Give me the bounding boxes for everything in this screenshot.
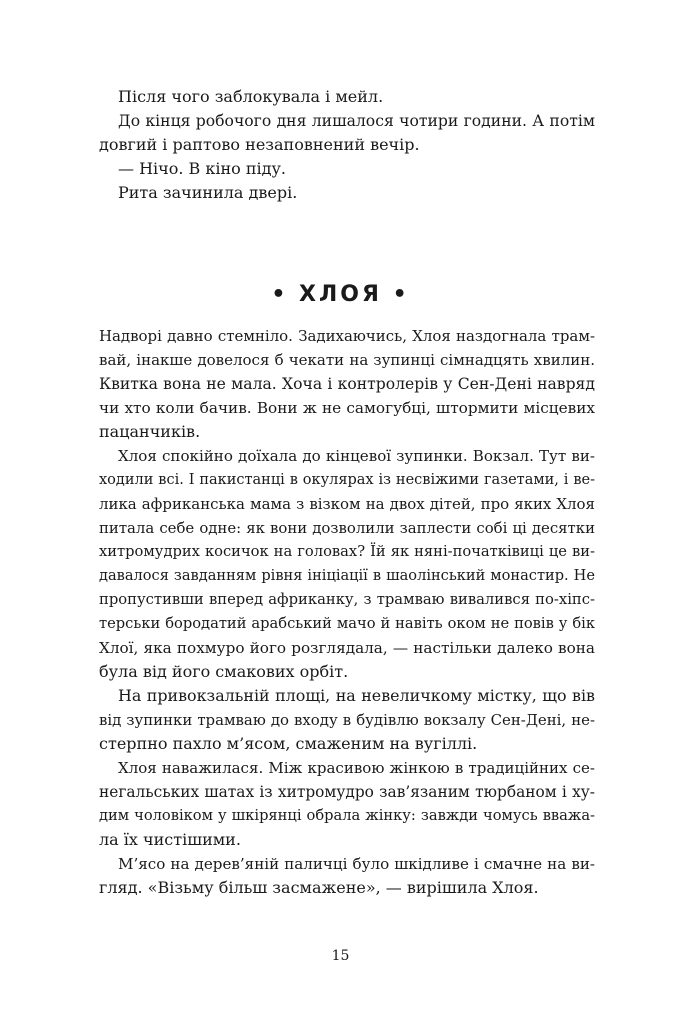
text-line: На привокзальній площі, на невеличкому містку, що вів (118, 686, 595, 705)
text-line: — Нічо. В кіно піду. (118, 159, 287, 178)
text-line: ла їх чистішими. (99, 830, 241, 849)
text-line: чи хто коли бачив. Вони ж не самогубці, штормити місцевих (99, 399, 595, 417)
text-line: хитромудрих косичок на головах? Їй як няні-початківиці це ви- (99, 543, 595, 560)
previous-chapter-ending (99, 85, 595, 205)
text-line: стерпно пахло м’ясом, смаженим на вугіллі. (99, 734, 478, 753)
text-line: від зупинки трамваю до входу в будівлю вокзалу Сен-Дені, не- (99, 711, 595, 729)
text-line: Хлоя наважилася. Між красивою жінкою в традиційних се- (118, 759, 595, 777)
text-line: Хлої, яка похмуро його розглядала, — настільки далеко вона (99, 639, 595, 657)
text-line: дим чоловіком у шкірянці обрала жінку: завжди чомусь вважа- (99, 807, 595, 824)
text-line: Надворі давно стемніло. Задихаючись, Хлоя наздогнала трам- (99, 327, 595, 345)
text-line: негальських шатах із хитромудро зав’язаним тюрбаном і ху- (99, 783, 595, 801)
text-line: М’ясо на дерев’яній паличці було шкідливе і смачне на ви- (118, 855, 595, 873)
text-line: гляд. «Візьму більш засмажене», — вирішила Хлоя. (99, 878, 539, 897)
text-line: лика африканська мама з візком на двох дітей, про яких Хлоя (99, 495, 595, 513)
chapter-heading: • ХЛОЯ • (271, 282, 410, 307)
text-line: давалося завданням рівня ініціації в шаолінський монастир. Не (99, 567, 595, 584)
text-line: пацанчиків. (99, 422, 201, 441)
text-line: питала себе одне: як вони дозволили заплести собі ці десятки (99, 519, 595, 537)
page-number: 15 (331, 948, 350, 964)
text-line: ходили всі. І пакистанці в окулярах із несвіжими газетами, і ве- (99, 472, 595, 488)
text-line: Квитка вона не мала. Хоча і контролерів у Сен-Дені навряд (99, 375, 595, 393)
text-line: Хлоя спокійно доїхала до кінцевої зупинки. Вокзал. Тут ви- (118, 447, 595, 465)
text-line: пропустивши вперед африканку, з трамваю вивалився по-хіпс- (99, 591, 595, 608)
text-line: вай, інакше довелося б чекати на зупинці сімнадцять хвилин. (99, 351, 595, 369)
text-line: Рита зачинила двері. (118, 183, 298, 202)
text-line: була від його смакових орбіт. (99, 662, 349, 681)
text-line: Після чого заблокувала і мейл. (118, 87, 384, 106)
text-line: довгий і раптово незаповнений вечір. (99, 135, 420, 154)
chapter-body (99, 324, 595, 900)
text-line: До кінця робочого дня лишалося чотири години. А потім (118, 112, 595, 130)
text-line: терськи бородатий арабський мачо й навіть оком не повів у бік (99, 615, 595, 632)
